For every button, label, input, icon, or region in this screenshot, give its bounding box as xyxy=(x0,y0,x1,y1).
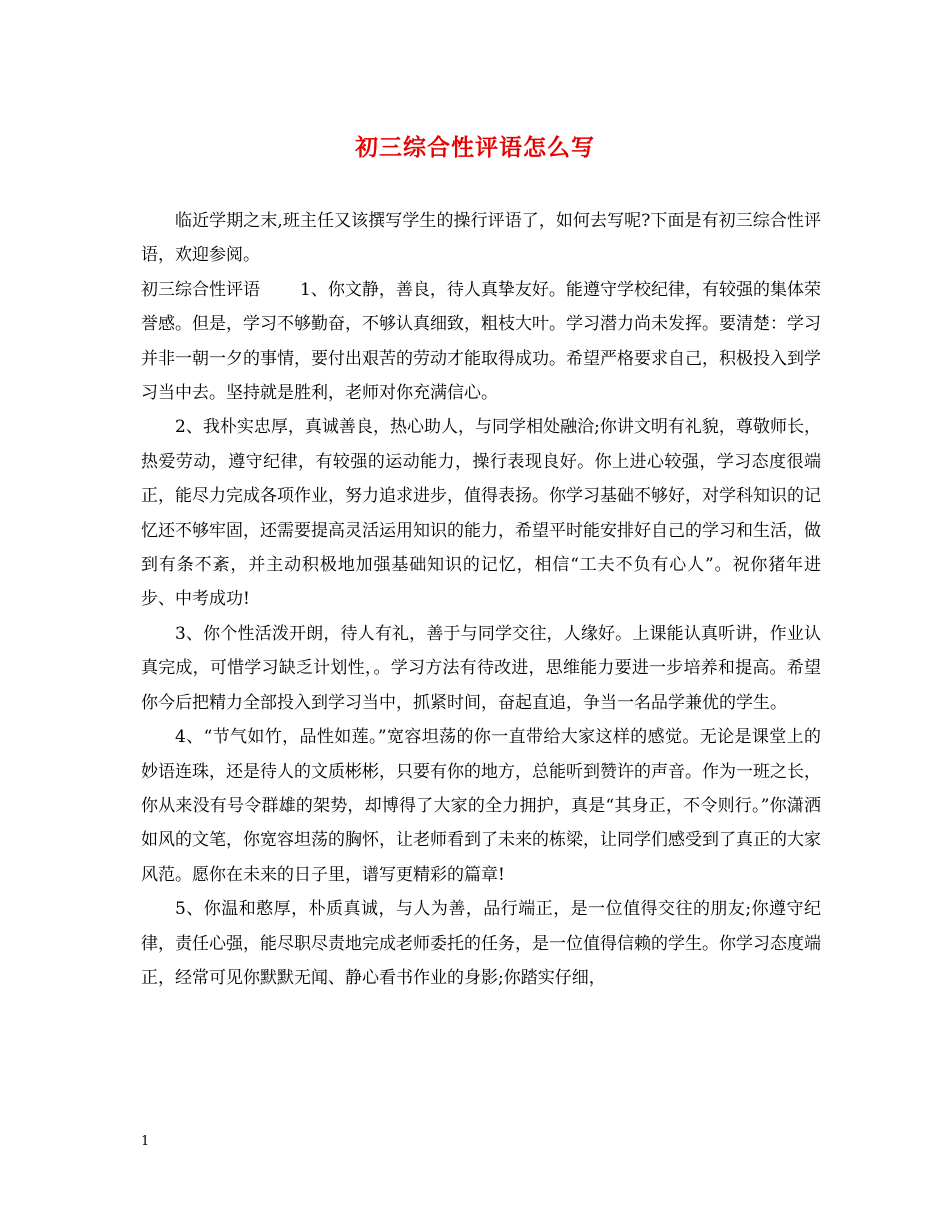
section-label: 初三综合性评语 xyxy=(141,279,261,300)
intro-paragraph: 临近学期之末,班主任又该撰写学生的操行评语了，如何去写呢?下面是有初三综合性评语，欢迎参阅。 xyxy=(141,211,821,266)
comment-text-1: 1、你文静，善良，待人真挚友好。能遵守学校纪律，有较强的集体荣誉感。但是，学习不够勤奋，不够认真细致，粗枝大叶。学习潜力尚未发挥。要清楚：学习并非一朝一夕的事情，要付出艰苦的劳动才能取得成功。希望严格要求自己，积极投入到学习当中去。坚持就是胜利，老师对你充满信心。 xyxy=(141,279,822,404)
document-body xyxy=(141,204,821,995)
page-number: 1 xyxy=(141,1134,150,1149)
comment-paragraph-3: 3、你个性活泼开朗，待人有礼，善于与同学交往，人缘好。上课能认真听讲，作业认真完成，可惜学习缺乏计划性，。学习方法有待改进，思维能力要进一步培养和提高。希望你今后把精力全部投入到学习当中，抓紧时间，奋起直追，争当一名品学兼优的学生。 xyxy=(141,623,821,713)
comment-paragraph-1 xyxy=(141,273,821,411)
comment-paragraph-2: 2、我朴实忠厚，真诚善良，热心助人，与同学相处融洽;你讲文明有礼貌，尊敬师长，热爱劳动，遵守纪律，有较强的运动能力，操行表现良好。你上进心较强，学习态度很端正，能尽力完成各项作业，努力追求进步，值得表扬。你学习基础不够好，对学科知识的记忆还不够牢固，还需要提高灵活运用知识的能力，希望平时能安排好自己的学习和生活，做到有条不紊，并主动积极地加强基础知识的记忆，相信“工夫不负有心人”。祝你猪年进步、中考成功! xyxy=(141,417,821,610)
comment-paragraph-5: 5、你温和憨厚，朴质真诚，与人为善，品行端正，是一位值得交往的朋友;你遵守纪律，责任心强，能尽职尽责地完成老师委托的任务，是一位值得信赖的学生。你学习态度端正，经常可见你默默无闻、静心看书作业的身影;你踏实仔细， xyxy=(141,899,821,988)
document-title: 初三综合性评语怎么写 xyxy=(355,134,595,161)
comment-paragraph-4: 4、“节气如竹，品性如莲。”宽容坦荡的你一直带给大家这样的感觉。无论是课堂上的妙语连珠，还是待人的文质彬彬，只要有你的地方，总能听到赞许的声音。作为一班之长，你从来没有号令群雄的架势，却博得了大家的全力拥护，真是“其身正，不令则行。”你潇洒如风的文笔，你宽容坦荡的胸怀，让老师看到了未来的栋梁，让同学们感受到了真正的大家风范。愿你在未来的日子里，谱写更精彩的篇章! xyxy=(141,727,821,885)
